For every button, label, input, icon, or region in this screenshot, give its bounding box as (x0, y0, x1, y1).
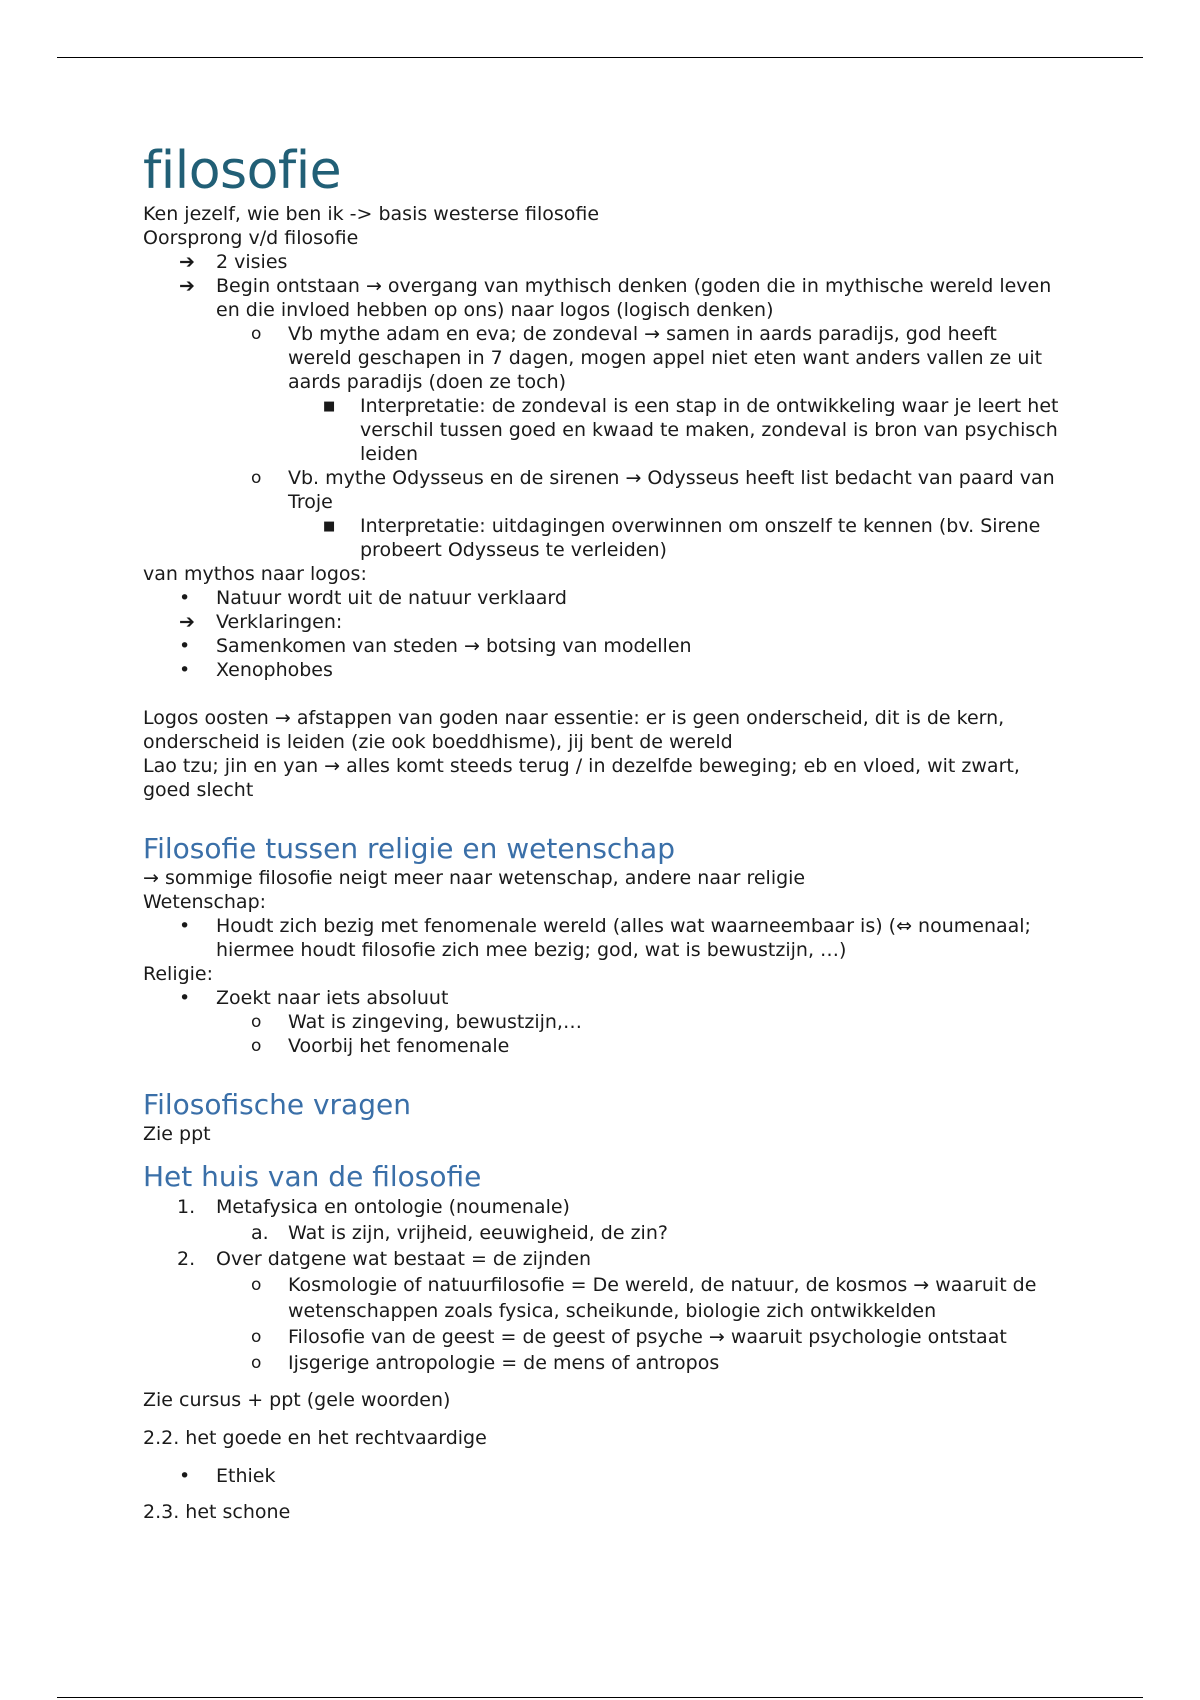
list-item: o Kosmologie of natuurfilosofie = De wereld, de natuur, de kosmos → waaruit de wetenschappen zoals fysica, scheikunde, biologie zich ontwikkelden (251, 1274, 1037, 1322)
circle-bullet-icon: o (251, 1036, 262, 1056)
list-item: o Voorbij het fenomenale (251, 1035, 510, 1057)
list-item: • Xenophobes (179, 659, 333, 681)
document-body (143, 140, 1063, 1524)
paragraph: Zie cursus + ppt (gele woorden) (143, 1389, 451, 1411)
list-item: • Ethiek (179, 1465, 276, 1487)
dot-bullet-icon: • (179, 915, 191, 937)
dot-bullet-icon: • (179, 587, 191, 609)
list-item: 1. Metafysica en ontologie (noumenale) (177, 1196, 570, 1218)
dot-bullet-icon: • (179, 1465, 191, 1487)
list-item: • Natuur wordt uit de natuur verklaard (179, 587, 567, 609)
list-item: ■ Interpretatie: uitdagingen overwinnen om onszelf te kennen (bv. Sirene probeert Odysseus te verleiden) (323, 515, 1041, 561)
list-item: o Wat is zingeving, bewustzijn,… (251, 1011, 582, 1033)
paragraph: → sommige filosofie neigt meer naar wetenschap, andere naar religie (143, 867, 806, 889)
list-item: • Houdt zich bezig met fenomenale wereld (alles wat waarneembaar is) (⇔ noumenaal; hiermee houdt filosofie zich mee bezig; god, wat is bewustzijn, …) (179, 915, 1031, 961)
list-item: ■ Interpretatie: de zondeval is een stap in de ontwikkeling waar je leert het verschil tussen goed en kwaad te maken, zondeval is bron van psychisch leiden (323, 395, 1059, 465)
paragraph: 2.3. het schone (143, 1501, 291, 1523)
list-item: o Ijsgerige antropologie = de mens of antropos (251, 1352, 720, 1374)
list-number: 2. (177, 1248, 196, 1270)
list-item: ➔ Begin ontstaan → overgang van mythisch denken (goden die in mythische wereld leven en die invloed hebben op ons) naar logos (logisch denken) (179, 275, 1052, 321)
list-item: 2. Over datgene wat bestaat = de zijnden (177, 1248, 592, 1270)
paragraph: Zie ppt (143, 1123, 211, 1145)
list-item: • Samenkomen van steden → botsing van modellen (179, 635, 692, 657)
section-label: Religie: (143, 963, 214, 985)
list-item: o Vb. mythe Odysseus en de sirenen → Odysseus heeft list bedacht van paard van Troje (251, 467, 1055, 513)
list-item: o Vb mythe adam en eva; de zondeval → samen in aards paradijs, god heeft wereld geschapen in 7 dagen, mogen appel niet eten want anders vallen ze uit aards paradijs (doen ze toch) (251, 323, 1043, 393)
dot-bullet-icon: • (179, 987, 191, 1009)
page-title: filosofie (143, 141, 342, 201)
footer-rule (57, 1697, 1143, 1698)
list-item: ➔ 2 visies (179, 251, 288, 273)
arrow-bullet-icon: ➔ (179, 275, 195, 297)
circle-bullet-icon: o (251, 1353, 262, 1373)
section-heading: Filosofische vragen (143, 1088, 411, 1121)
square-bullet-icon: ■ (323, 519, 336, 534)
list-number: 1. (177, 1196, 196, 1218)
square-bullet-icon: ■ (323, 399, 336, 414)
circle-bullet-icon: o (251, 468, 262, 488)
list-item: o Filosofie van de geest = de geest of psyche → waaruit psychologie ontstaat (251, 1326, 1007, 1348)
section-heading: Het huis van de filosofie (143, 1160, 482, 1193)
circle-bullet-icon: o (251, 1275, 262, 1295)
dot-bullet-icon: • (179, 659, 191, 681)
arrow-bullet-icon: ➔ (179, 251, 195, 273)
circle-bullet-icon: o (251, 1012, 262, 1032)
paragraph: 2.2. het goede en het rechtvaardige (143, 1427, 487, 1449)
section-label: Wetenschap: (143, 891, 267, 913)
section-label: van mythos naar logos: (143, 563, 367, 585)
circle-bullet-icon: o (251, 1327, 262, 1347)
list-item: a. Wat is zijn, vrijheid, eeuwigheid, de zin? (251, 1222, 668, 1244)
list-item: • Zoekt naar iets absoluut (179, 987, 449, 1009)
arrow-bullet-icon: ➔ (179, 611, 195, 633)
paragraph: Logos oosten → afstappen van goden naar essentie: er is geen onderscheid, dit is de kern, onderscheid is leiden (zie ook boeddhisme), jij bent de wereld (143, 707, 1005, 753)
header-rule (57, 57, 1143, 58)
section-heading: Filosofie tussen religie en wetenschap (143, 832, 675, 865)
list-letter: a. (251, 1222, 269, 1244)
intro-line: Oorsprong v/d filosofie (143, 227, 359, 249)
dot-bullet-icon: • (179, 635, 191, 657)
paragraph: Lao tzu; jin en yan → alles komt steeds terug / in dezelfde beweging; eb en vloed, wit zwart, goed slecht (143, 755, 1020, 801)
list-item: ➔ Verklaringen: (179, 611, 343, 633)
intro-line: Ken jezelf, wie ben ik -> basis westerse filosofie (143, 203, 600, 225)
circle-bullet-icon: o (251, 324, 262, 344)
